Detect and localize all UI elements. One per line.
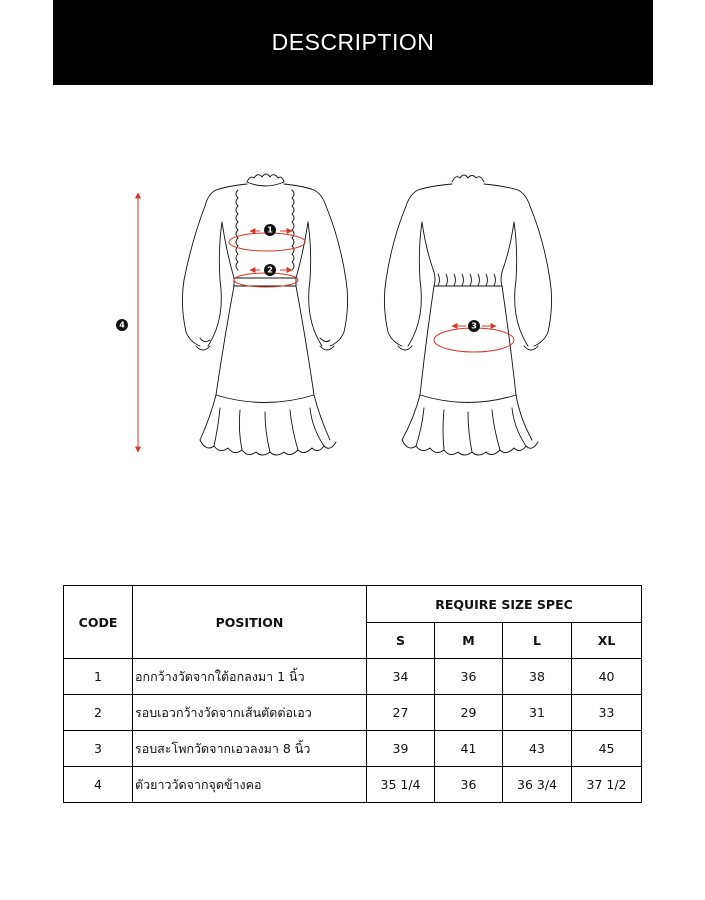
row-code: 1 xyxy=(64,659,133,695)
svg-text:3: 3 xyxy=(471,321,477,331)
row-value-s: 34 xyxy=(367,659,435,695)
marker-2 xyxy=(264,264,276,276)
size-header-l: L xyxy=(503,623,572,659)
size-spec-group-header: REQUIRE SIZE SPEC xyxy=(367,586,642,623)
marker-3 xyxy=(468,320,480,332)
row-value-xl: 37 1/2 xyxy=(572,767,642,803)
table-row xyxy=(64,659,642,695)
back-dress-drawing xyxy=(384,175,551,455)
size-header-m: M xyxy=(435,623,503,659)
page-header xyxy=(53,0,653,85)
size-header-s: S xyxy=(367,623,435,659)
row-value-xl: 45 xyxy=(572,731,642,767)
marker-1 xyxy=(264,224,276,236)
page-title: DESCRIPTION xyxy=(271,29,435,55)
row-value-m: 41 xyxy=(435,731,503,767)
table-row xyxy=(64,695,642,731)
row-value-s: 35 1/4 xyxy=(367,767,435,803)
row-value-m: 36 xyxy=(435,767,503,803)
code-column-header: CODE xyxy=(64,586,133,659)
front-dress-drawing xyxy=(182,174,347,455)
row-value-l: 31 xyxy=(503,695,572,731)
position-column-header: POSITION xyxy=(133,586,367,659)
svg-text:1: 1 xyxy=(267,225,273,235)
svg-text:4: 4 xyxy=(119,320,125,330)
row-value-xl: 40 xyxy=(572,659,642,695)
row-code: 4 xyxy=(64,767,133,803)
row-position: อกกว้างวัดจากใต้อกลงมา 1 นิ้ว xyxy=(133,659,367,695)
row-value-l: 38 xyxy=(503,659,572,695)
svg-text:2: 2 xyxy=(267,265,273,275)
row-value-l: 43 xyxy=(503,731,572,767)
row-code: 2 xyxy=(64,695,133,731)
marker-4 xyxy=(116,319,128,331)
row-position: ตัวยาววัดจากจุดข้างคอ xyxy=(133,767,367,803)
dress-measurement-illustration xyxy=(100,160,580,470)
row-value-s: 27 xyxy=(367,695,435,731)
size-spec-table xyxy=(63,585,642,803)
size-header-xl: XL xyxy=(572,623,642,659)
table-row xyxy=(64,731,642,767)
row-position: รอบสะโพกวัดจากเอวลงมา 8 นิ้ว xyxy=(133,731,367,767)
row-code: 3 xyxy=(64,731,133,767)
table-row xyxy=(64,767,642,803)
row-value-xl: 33 xyxy=(572,695,642,731)
row-value-s: 39 xyxy=(367,731,435,767)
row-position: รอบเอวกว้างวัดจากเส้นตัดต่อเอว xyxy=(133,695,367,731)
row-value-l: 36 3/4 xyxy=(503,767,572,803)
row-value-m: 36 xyxy=(435,659,503,695)
row-value-m: 29 xyxy=(435,695,503,731)
